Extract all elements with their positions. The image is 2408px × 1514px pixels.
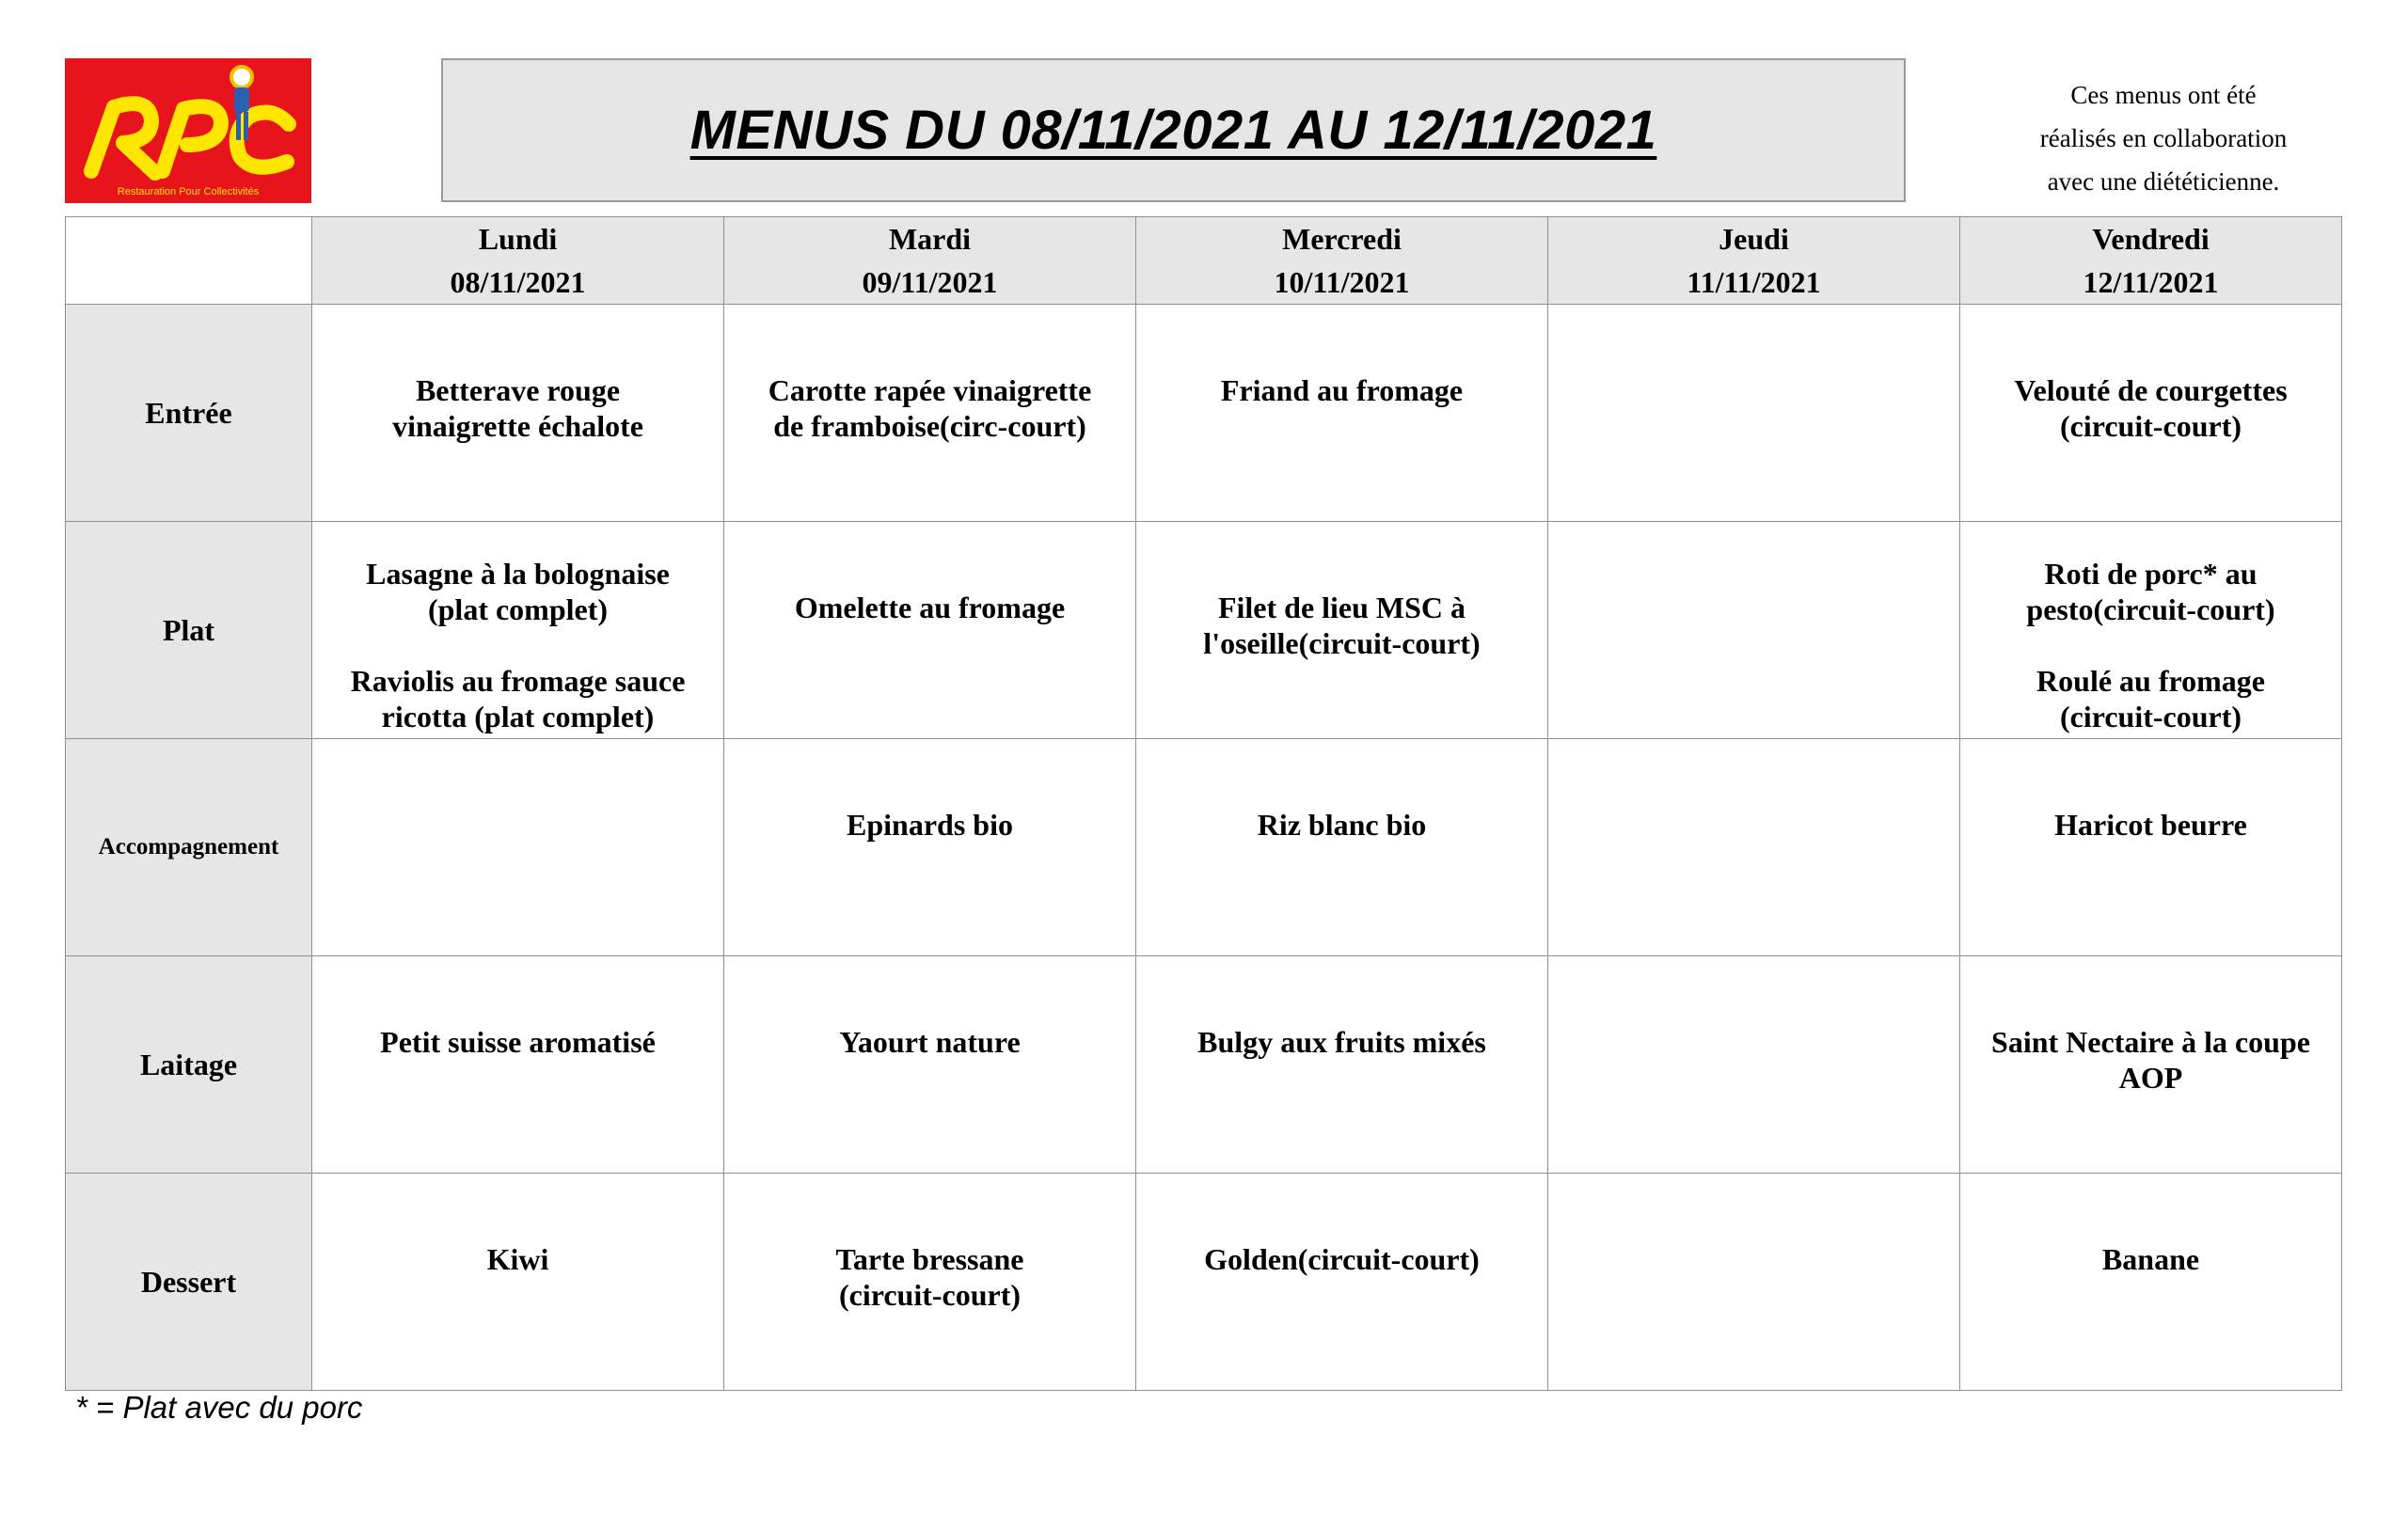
menu-item-line: Kiwi [486,1242,549,1276]
menu-item-line: Omelette au fromage [794,591,1066,624]
company-logo [65,58,311,203]
menu-item-line: AOP [2118,1061,2183,1095]
menu-cell-empty [1548,522,1960,739]
menu-item-line: (plat complet) [427,592,609,626]
menu-item-line: Golden(circuit-court) [1204,1242,1480,1276]
menu-cell [724,739,1136,956]
menu-item-line: Bulgy aux fruits mixés [1197,1025,1486,1059]
menu-item-line: Raviolis au fromage sauce [350,664,686,698]
menu-cell [724,522,1136,739]
menu-item-line: (circuit-court) [2059,700,2242,733]
page-title: MENUS DU 08/11/2021 AU 12/11/2021 [689,100,1657,161]
spacer [1970,627,2332,663]
row-label-plat: Plat [66,522,312,739]
day-date: 12/11/2021 [2083,265,2219,299]
menu-item-line: Roulé au fromage [2036,664,2265,698]
menu-cell [312,1174,724,1391]
menu-cell-empty [1548,956,1960,1174]
menu-cell [312,956,724,1174]
menu-item-line: Saint Nectaire à la coupe [1991,1025,2310,1059]
menu-cell-empty [312,739,724,956]
menu-cell [1960,1174,2342,1391]
day-header-wednesday [1136,217,1548,305]
day-name: Mercredi [1282,222,1402,256]
menu-item-line: Riz blanc bio [1257,808,1427,842]
menu-cell [1136,1174,1548,1391]
menu-table [65,216,2342,1391]
note-line: avec une diététicienne. [2047,167,2280,196]
menu-cell [312,522,724,739]
menu-cell [1960,956,2342,1174]
header-corner [66,217,312,305]
menu-item-line: Banane [2101,1242,2200,1276]
menu-cell-empty [1548,1174,1960,1391]
day-header-thursday [1548,217,1960,305]
menu-item-line: (circuit-court) [838,1278,1022,1312]
menu-item-line: Yaourt nature [839,1025,1021,1059]
spacer [322,627,714,663]
logo-subtitle: Restauration Pour Collectivités [117,186,260,197]
menu-item-line: Petit suisse aromatisé [380,1025,656,1059]
menu-item-line: Lasagne à la bolognaise [366,557,670,591]
table-row-plat [66,522,2342,739]
menu-item-line: (circuit-court) [2059,409,2242,443]
menu-cell [1136,956,1548,1174]
menu-cell [1960,522,2342,739]
day-name: Mardi [888,222,972,256]
table-row-laitage [66,956,2342,1174]
row-label-dessert: Dessert [66,1174,312,1391]
menu-item-line: Velouté de courgettes [2014,373,2288,407]
table-header-row [66,217,2342,305]
menu-item-line: Haricot beurre [2054,808,2247,842]
day-header-monday [312,217,724,305]
menu-item-line: Tarte bressane [835,1242,1024,1276]
menu-cell [724,956,1136,1174]
dietitian-note [1956,73,2370,203]
menu-cell [724,1174,1136,1391]
menu-cell-empty [1548,305,1960,522]
menu-cell [1960,739,2342,956]
day-date: 10/11/2021 [1274,265,1410,299]
menu-cell [1960,305,2342,522]
menu-item-line: vinaigrette échalote [392,409,643,443]
day-name: Jeudi [1719,222,1789,256]
day-date: 09/11/2021 [862,265,998,299]
day-name: Vendredi [2092,222,2210,256]
day-date: 11/11/2021 [1687,265,1821,299]
title-banner [441,58,1906,202]
note-line: réalisés en collaboration [2039,124,2288,152]
row-label-laitage: Laitage [66,956,312,1174]
day-name: Lundi [478,222,558,256]
menu-item-line: Betterave rouge [415,373,621,407]
menu-cell [1136,305,1548,522]
table-row-dessert [66,1174,2342,1391]
menu-item-line: de framboise(circ-court) [773,409,1086,443]
menu-cell-empty [1548,739,1960,956]
table-row-entree [66,305,2342,522]
menu-cell [1136,739,1548,956]
note-line: Ces menus ont été [2070,81,2257,109]
menu-item-line: l'oseille(circuit-court) [1203,626,1481,660]
row-label-accompagnement: Accompagnement [66,739,312,956]
rpc-logo-graphic [65,58,311,203]
menu-cell [312,305,724,522]
menu-item-line: Friand au fromage [1220,373,1464,407]
day-date: 08/11/2021 [450,265,586,299]
menu-item-line: Carotte rapée vinaigrette [768,373,1092,407]
row-label-entree: Entrée [66,305,312,522]
menu-item-line: pesto(circuit-court) [2026,592,2275,626]
menu-cell [1136,522,1548,739]
menu-item-line: Roti de porc* au [2044,557,2258,591]
day-header-friday [1960,217,2342,305]
menu-item-line: Filet de lieu MSC à [1217,591,1466,624]
menu-item-line: Epinards bio [847,808,1013,842]
pork-footnote: * = Plat avec du porc [75,1390,363,1425]
table-row-accompagnement [66,739,2342,956]
day-header-tuesday [724,217,1136,305]
menu-item-line: ricotta (plat complet) [381,700,655,733]
menu-cell [724,305,1136,522]
